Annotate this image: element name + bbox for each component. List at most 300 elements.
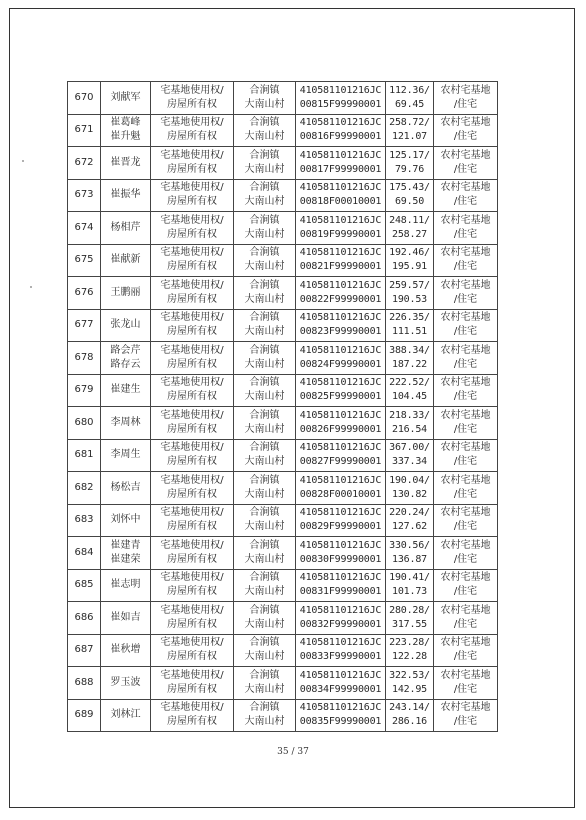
location-cell bbox=[234, 472, 296, 505]
right-type-line: 房屋所有权 bbox=[167, 683, 217, 695]
parcel-code-line: 410581101216JC bbox=[299, 117, 382, 129]
right-type-line: 宅基地使用权/ bbox=[160, 377, 224, 389]
location-line: 大南山村 bbox=[244, 131, 285, 143]
right-type-line: 房屋所有权 bbox=[167, 326, 217, 338]
parcel-code-line: 410581101216JC bbox=[299, 377, 382, 389]
table-row bbox=[68, 634, 498, 667]
row-number-cell: 683 bbox=[68, 504, 101, 537]
table-row bbox=[68, 212, 498, 245]
parcel-code-line: 410581101216JC bbox=[299, 539, 382, 551]
parcel-code-line: 410581101216JC bbox=[299, 604, 382, 616]
land-use-line: 农村宅基地 bbox=[440, 214, 491, 226]
location-line: 合涧镇 bbox=[249, 377, 280, 389]
parcel-code-cell bbox=[296, 147, 386, 180]
owner-name-cell bbox=[101, 699, 151, 732]
land-use-line: 农村宅基地 bbox=[440, 637, 491, 649]
location-cell bbox=[234, 114, 296, 147]
location-line: 合涧镇 bbox=[249, 117, 280, 129]
right-type-line: 宅基地使用权/ bbox=[160, 572, 224, 584]
land-use-cell bbox=[434, 374, 498, 407]
parcel-code-line: 00834F99990001 bbox=[299, 683, 382, 695]
parcel-code-cell bbox=[296, 504, 386, 537]
row-number-cell: 684 bbox=[68, 537, 101, 570]
location-cell bbox=[234, 244, 296, 277]
right-type-line: 房屋所有权 bbox=[167, 163, 217, 175]
land-use-line: 农村宅基地 bbox=[440, 149, 491, 161]
parcel-code-line: 00827F99990001 bbox=[299, 456, 382, 468]
table-row bbox=[68, 147, 498, 180]
land-use-line: /住宅 bbox=[453, 98, 478, 110]
land-use-line: /住宅 bbox=[453, 521, 478, 533]
land-use-cell bbox=[434, 212, 498, 245]
row-number-cell: 670 bbox=[68, 82, 101, 115]
parcel-code-line: 410581101216JC bbox=[299, 344, 382, 356]
area-line: 388.34/ bbox=[389, 344, 430, 356]
parcel-code-cell bbox=[296, 407, 386, 440]
land-use-line: /住宅 bbox=[453, 358, 478, 370]
right-type-cell bbox=[151, 212, 234, 245]
right-type-line: 宅基地使用权/ bbox=[160, 409, 224, 421]
right-type-line: 房屋所有权 bbox=[167, 391, 217, 403]
land-use-line: /住宅 bbox=[453, 488, 478, 500]
area-line: 69.45 bbox=[394, 98, 425, 110]
area-line: 190.53 bbox=[392, 293, 427, 305]
location-line: 大南山村 bbox=[244, 488, 285, 500]
area-line: 192.46/ bbox=[389, 247, 430, 259]
owner-name-line: 崔晋龙 bbox=[110, 156, 141, 168]
area-cell bbox=[386, 147, 434, 180]
area-cell bbox=[386, 667, 434, 700]
parcel-code-line: 00815F99990001 bbox=[299, 98, 382, 110]
area-cell bbox=[386, 374, 434, 407]
location-line: 合涧镇 bbox=[249, 279, 280, 291]
right-type-line: 房屋所有权 bbox=[167, 488, 217, 500]
location-cell bbox=[234, 537, 296, 570]
location-cell bbox=[234, 374, 296, 407]
parcel-code-line: 00829F99990001 bbox=[299, 521, 382, 533]
parcel-code-cell bbox=[296, 699, 386, 732]
right-type-line: 宅基地使用权/ bbox=[160, 149, 224, 161]
parcel-code-line: 410581101216JC bbox=[299, 669, 382, 681]
land-use-cell bbox=[434, 244, 498, 277]
right-type-line: 房屋所有权 bbox=[167, 651, 217, 663]
land-use-cell bbox=[434, 504, 498, 537]
area-line: 127.62 bbox=[392, 521, 427, 533]
location-line: 合涧镇 bbox=[249, 474, 280, 486]
area-line: 130.82 bbox=[392, 488, 427, 500]
area-line: 187.22 bbox=[392, 358, 427, 370]
right-type-line: 房屋所有权 bbox=[167, 423, 217, 435]
land-use-line: 农村宅基地 bbox=[440, 182, 491, 194]
area-line: 248.11/ bbox=[389, 214, 430, 226]
parcel-code-line: 410581101216JC bbox=[299, 84, 382, 96]
right-type-line: 宅基地使用权/ bbox=[160, 539, 224, 551]
parcel-code-cell bbox=[296, 179, 386, 212]
owner-name-line: 崔建生 bbox=[110, 384, 141, 396]
land-use-cell bbox=[434, 699, 498, 732]
owner-name-line: 李周林 bbox=[110, 416, 141, 428]
parcel-code-line: 410581101216JC bbox=[299, 312, 382, 324]
area-line: 322.53/ bbox=[389, 669, 430, 681]
owner-name-cell bbox=[101, 309, 151, 342]
location-cell bbox=[234, 407, 296, 440]
right-type-line: 房屋所有权 bbox=[167, 586, 217, 598]
location-line: 大南山村 bbox=[244, 358, 285, 370]
land-use-line: /住宅 bbox=[453, 196, 478, 208]
area-cell bbox=[386, 212, 434, 245]
land-use-line: 农村宅基地 bbox=[440, 247, 491, 259]
land-use-line: 农村宅基地 bbox=[440, 377, 491, 389]
right-type-line: 房屋所有权 bbox=[167, 98, 217, 110]
land-use-line: 农村宅基地 bbox=[440, 669, 491, 681]
right-type-cell bbox=[151, 342, 234, 375]
land-use-line: /住宅 bbox=[453, 163, 478, 175]
owner-name-line: 杨相芹 bbox=[110, 221, 141, 233]
location-line: 合涧镇 bbox=[249, 442, 280, 454]
location-line: 合涧镇 bbox=[249, 409, 280, 421]
parcel-code-line: 00824F99990001 bbox=[299, 358, 382, 370]
location-line: 合涧镇 bbox=[249, 637, 280, 649]
location-cell bbox=[234, 212, 296, 245]
land-use-cell bbox=[434, 569, 498, 602]
owner-name-cell bbox=[101, 634, 151, 667]
right-type-cell bbox=[151, 244, 234, 277]
table-row bbox=[68, 699, 498, 732]
area-line: 190.41/ bbox=[389, 572, 430, 584]
parcel-code-cell bbox=[296, 472, 386, 505]
location-line: 大南山村 bbox=[244, 716, 285, 728]
owner-name-line: 张龙山 bbox=[110, 319, 141, 331]
location-cell bbox=[234, 277, 296, 310]
area-line: 317.55 bbox=[392, 618, 427, 630]
table-row bbox=[68, 82, 498, 115]
owner-name-cell bbox=[101, 439, 151, 472]
parcel-code-line: 410581101216JC bbox=[299, 279, 382, 291]
scan-speck bbox=[30, 286, 32, 288]
owner-name-line: 崔献新 bbox=[110, 254, 141, 266]
page-number: 35 / 37 bbox=[277, 747, 309, 757]
right-type-line: 宅基地使用权/ bbox=[160, 214, 224, 226]
area-line: 280.28/ bbox=[389, 604, 430, 616]
land-use-line: /住宅 bbox=[453, 586, 478, 598]
owner-name-line: 崔建青 bbox=[110, 539, 141, 551]
land-use-cell bbox=[434, 147, 498, 180]
location-line: 合涧镇 bbox=[249, 507, 280, 519]
owner-name-cell bbox=[101, 472, 151, 505]
location-line: 大南山村 bbox=[244, 456, 285, 468]
owner-name-line: 杨松吉 bbox=[110, 481, 141, 493]
owner-name-line: 路存云 bbox=[110, 358, 141, 370]
table-row bbox=[68, 342, 498, 375]
owner-name-cell bbox=[101, 244, 151, 277]
area-line: 125.17/ bbox=[389, 149, 430, 161]
parcel-code-line: 00835F99990001 bbox=[299, 716, 382, 728]
location-line: 大南山村 bbox=[244, 618, 285, 630]
location-line: 大南山村 bbox=[244, 196, 285, 208]
row-number-cell: 679 bbox=[68, 374, 101, 407]
right-type-line: 宅基地使用权/ bbox=[160, 637, 224, 649]
area-line: 175.43/ bbox=[389, 182, 430, 194]
area-cell bbox=[386, 179, 434, 212]
right-type-line: 房屋所有权 bbox=[167, 521, 217, 533]
location-line: 大南山村 bbox=[244, 326, 285, 338]
land-use-line: 农村宅基地 bbox=[440, 84, 491, 96]
land-use-cell bbox=[434, 82, 498, 115]
land-use-line: /住宅 bbox=[453, 423, 478, 435]
owner-name-line: 崔如吉 bbox=[110, 611, 141, 623]
right-type-cell bbox=[151, 277, 234, 310]
parcel-code-line: 410581101216JC bbox=[299, 702, 382, 714]
table-body bbox=[68, 82, 498, 732]
location-cell bbox=[234, 602, 296, 635]
land-use-cell bbox=[434, 342, 498, 375]
right-type-line: 房屋所有权 bbox=[167, 131, 217, 143]
parcel-code-line: 410581101216JC bbox=[299, 442, 382, 454]
row-number-cell: 677 bbox=[68, 309, 101, 342]
land-use-line: 农村宅基地 bbox=[440, 702, 491, 714]
parcel-code-cell bbox=[296, 309, 386, 342]
land-use-line: /住宅 bbox=[453, 391, 478, 403]
land-use-cell bbox=[434, 537, 498, 570]
land-use-line: 农村宅基地 bbox=[440, 604, 491, 616]
right-type-cell bbox=[151, 537, 234, 570]
land-use-line: /住宅 bbox=[453, 716, 478, 728]
parcel-code-line: 410581101216JC bbox=[299, 149, 382, 161]
parcel-code-cell bbox=[296, 439, 386, 472]
area-line: 220.24/ bbox=[389, 507, 430, 519]
location-line: 大南山村 bbox=[244, 228, 285, 240]
area-cell bbox=[386, 537, 434, 570]
parcel-code-line: 410581101216JC bbox=[299, 637, 382, 649]
owner-name-line: 崔志明 bbox=[110, 579, 141, 591]
location-line: 合涧镇 bbox=[249, 344, 280, 356]
right-type-line: 房屋所有权 bbox=[167, 456, 217, 468]
parcel-code-cell bbox=[296, 634, 386, 667]
area-line: 218.33/ bbox=[389, 409, 430, 421]
owner-name-cell bbox=[101, 602, 151, 635]
land-use-line: /住宅 bbox=[453, 618, 478, 630]
land-use-cell bbox=[434, 472, 498, 505]
area-line: 79.76 bbox=[394, 163, 425, 175]
owner-name-cell bbox=[101, 114, 151, 147]
land-use-cell bbox=[434, 667, 498, 700]
table-row bbox=[68, 374, 498, 407]
owner-name-cell bbox=[101, 537, 151, 570]
area-line: 223.28/ bbox=[389, 637, 430, 649]
owner-name-cell bbox=[101, 667, 151, 700]
owner-name-line: 崔建荣 bbox=[110, 553, 141, 565]
right-type-line: 宅基地使用权/ bbox=[160, 669, 224, 681]
area-line: 112.36/ bbox=[389, 84, 430, 96]
parcel-code-line: 00816F99990001 bbox=[299, 131, 382, 143]
owner-name-cell bbox=[101, 179, 151, 212]
land-use-line: 农村宅基地 bbox=[440, 539, 491, 551]
location-line: 合涧镇 bbox=[249, 572, 280, 584]
owner-name-line: 崔秋增 bbox=[110, 644, 141, 656]
parcel-code-line: 410581101216JC bbox=[299, 182, 382, 194]
right-type-cell bbox=[151, 374, 234, 407]
owner-name-line: 李周生 bbox=[110, 449, 141, 461]
parcel-code-line: 00821F99990001 bbox=[299, 261, 382, 273]
row-number-cell: 681 bbox=[68, 439, 101, 472]
location-cell bbox=[234, 504, 296, 537]
row-number-cell: 676 bbox=[68, 277, 101, 310]
right-type-line: 宅基地使用权/ bbox=[160, 344, 224, 356]
location-line: 合涧镇 bbox=[249, 539, 280, 551]
right-type-line: 房屋所有权 bbox=[167, 358, 217, 370]
location-line: 合涧镇 bbox=[249, 604, 280, 616]
right-type-cell bbox=[151, 699, 234, 732]
row-number-cell: 689 bbox=[68, 699, 101, 732]
parcel-code-cell bbox=[296, 212, 386, 245]
area-line: 190.04/ bbox=[389, 474, 430, 486]
location-line: 合涧镇 bbox=[249, 669, 280, 681]
area-line: 367.00/ bbox=[389, 442, 430, 454]
parcel-code-cell bbox=[296, 244, 386, 277]
area-line: 258.72/ bbox=[389, 117, 430, 129]
location-line: 合涧镇 bbox=[249, 84, 280, 96]
area-line: 216.54 bbox=[392, 423, 427, 435]
right-type-line: 宅基地使用权/ bbox=[160, 312, 224, 324]
land-use-line: 农村宅基地 bbox=[440, 279, 491, 291]
row-number-cell: 686 bbox=[68, 602, 101, 635]
right-type-line: 宅基地使用权/ bbox=[160, 702, 224, 714]
location-line: 大南山村 bbox=[244, 293, 285, 305]
parcel-code-line: 00832F99990001 bbox=[299, 618, 382, 630]
registration-table bbox=[67, 81, 498, 732]
area-line: 258.27 bbox=[392, 228, 427, 240]
right-type-line: 宅基地使用权/ bbox=[160, 247, 224, 259]
right-type-line: 宅基地使用权/ bbox=[160, 117, 224, 129]
area-cell bbox=[386, 309, 434, 342]
land-use-line: /住宅 bbox=[453, 651, 478, 663]
area-cell bbox=[386, 569, 434, 602]
row-number-cell: 673 bbox=[68, 179, 101, 212]
parcel-code-line: 00826F99990001 bbox=[299, 423, 382, 435]
location-line: 合涧镇 bbox=[249, 312, 280, 324]
land-use-line: 农村宅基地 bbox=[440, 442, 491, 454]
area-cell bbox=[386, 277, 434, 310]
right-type-cell bbox=[151, 504, 234, 537]
right-type-cell bbox=[151, 179, 234, 212]
right-type-cell bbox=[151, 472, 234, 505]
land-use-line: /住宅 bbox=[453, 553, 478, 565]
area-cell bbox=[386, 82, 434, 115]
area-line: 104.45 bbox=[392, 391, 427, 403]
owner-name-cell bbox=[101, 407, 151, 440]
right-type-line: 宅基地使用权/ bbox=[160, 84, 224, 96]
right-type-cell bbox=[151, 309, 234, 342]
right-type-line: 宅基地使用权/ bbox=[160, 442, 224, 454]
parcel-code-line: 410581101216JC bbox=[299, 247, 382, 259]
parcel-code-line: 00818F00010001 bbox=[299, 196, 382, 208]
right-type-cell bbox=[151, 147, 234, 180]
land-use-line: /住宅 bbox=[453, 228, 478, 240]
table-row bbox=[68, 439, 498, 472]
scan-speck bbox=[22, 160, 24, 162]
right-type-line: 房屋所有权 bbox=[167, 553, 217, 565]
location-cell bbox=[234, 699, 296, 732]
right-type-cell bbox=[151, 114, 234, 147]
area-line: 286.16 bbox=[392, 716, 427, 728]
right-type-line: 房屋所有权 bbox=[167, 261, 217, 273]
parcel-code-cell bbox=[296, 569, 386, 602]
land-use-cell bbox=[434, 439, 498, 472]
location-line: 大南山村 bbox=[244, 423, 285, 435]
right-type-line: 宅基地使用权/ bbox=[160, 604, 224, 616]
area-cell bbox=[386, 699, 434, 732]
location-line: 大南山村 bbox=[244, 651, 285, 663]
parcel-code-line: 00831F99990001 bbox=[299, 586, 382, 598]
land-use-line: 农村宅基地 bbox=[440, 507, 491, 519]
right-type-line: 房屋所有权 bbox=[167, 293, 217, 305]
location-cell bbox=[234, 342, 296, 375]
right-type-line: 宅基地使用权/ bbox=[160, 279, 224, 291]
right-type-cell bbox=[151, 407, 234, 440]
row-number-cell: 675 bbox=[68, 244, 101, 277]
area-line: 142.95 bbox=[392, 683, 427, 695]
row-number-cell: 687 bbox=[68, 634, 101, 667]
owner-name-line: 崔葛峰 bbox=[110, 117, 141, 129]
table-row bbox=[68, 504, 498, 537]
location-line: 大南山村 bbox=[244, 98, 285, 110]
location-line: 大南山村 bbox=[244, 391, 285, 403]
land-use-cell bbox=[434, 309, 498, 342]
land-use-line: /住宅 bbox=[453, 261, 478, 273]
owner-name-line: 崔升魁 bbox=[110, 131, 141, 143]
location-line: 合涧镇 bbox=[249, 149, 280, 161]
parcel-code-line: 00825F99990001 bbox=[299, 391, 382, 403]
location-line: 大南山村 bbox=[244, 553, 285, 565]
right-type-cell bbox=[151, 439, 234, 472]
location-line: 大南山村 bbox=[244, 521, 285, 533]
area-cell bbox=[386, 342, 434, 375]
area-line: 136.87 bbox=[392, 553, 427, 565]
location-line: 大南山村 bbox=[244, 261, 285, 273]
land-use-cell bbox=[434, 179, 498, 212]
area-line: 337.34 bbox=[392, 456, 427, 468]
area-line: 69.50 bbox=[394, 196, 425, 208]
right-type-line: 房屋所有权 bbox=[167, 618, 217, 630]
land-use-line: /住宅 bbox=[453, 131, 478, 143]
table-row bbox=[68, 114, 498, 147]
location-cell bbox=[234, 147, 296, 180]
area-cell bbox=[386, 439, 434, 472]
land-use-cell bbox=[434, 602, 498, 635]
parcel-code-cell bbox=[296, 374, 386, 407]
right-type-cell bbox=[151, 602, 234, 635]
parcel-code-cell bbox=[296, 667, 386, 700]
table-row bbox=[68, 407, 498, 440]
owner-name-line: 王鹏丽 bbox=[110, 286, 141, 298]
owner-name-line: 刘献军 bbox=[110, 91, 141, 103]
table-row bbox=[68, 277, 498, 310]
location-cell bbox=[234, 439, 296, 472]
right-type-cell bbox=[151, 569, 234, 602]
parcel-code-line: 00817F99990001 bbox=[299, 163, 382, 175]
area-line: 195.91 bbox=[392, 261, 427, 273]
land-use-cell bbox=[434, 277, 498, 310]
location-line: 合涧镇 bbox=[249, 214, 280, 226]
table-row bbox=[68, 309, 498, 342]
parcel-code-cell bbox=[296, 82, 386, 115]
area-line: 226.35/ bbox=[389, 312, 430, 324]
right-type-cell bbox=[151, 667, 234, 700]
parcel-code-cell bbox=[296, 114, 386, 147]
right-type-line: 房屋所有权 bbox=[167, 228, 217, 240]
land-use-cell bbox=[434, 634, 498, 667]
land-use-line: 农村宅基地 bbox=[440, 572, 491, 584]
